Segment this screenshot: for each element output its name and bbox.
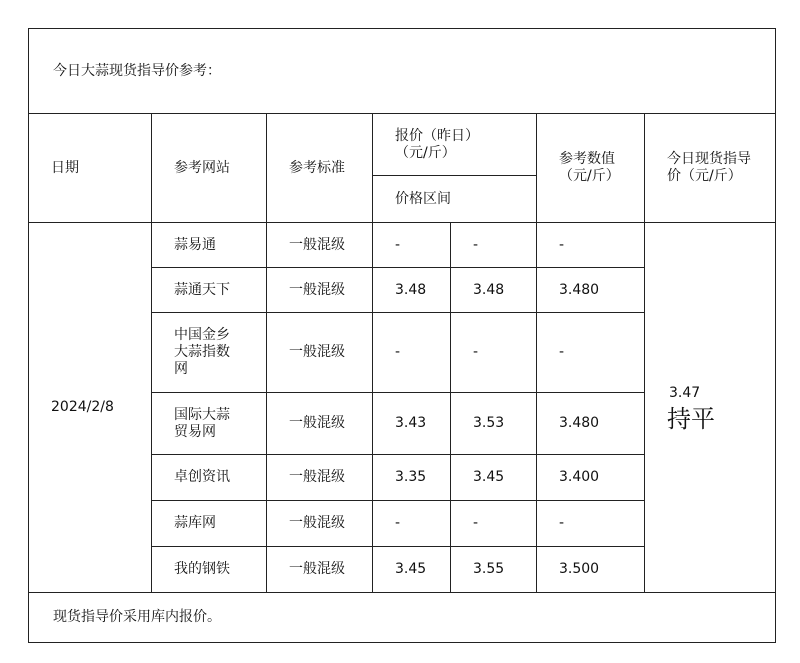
ref-value-cell: 3.500 — [537, 547, 645, 593]
table-title: 今日大蒜现货指导价参考： — [29, 29, 776, 114]
ref-value-cell: - — [537, 501, 645, 547]
site-cell: 蒜库网 — [152, 501, 267, 547]
header-ref-value — [537, 114, 645, 223]
header-ref-value-text: 参考数值（元/斤） — [559, 151, 620, 184]
price-low-cell: - — [373, 501, 451, 547]
header-site: 参考网站 — [152, 114, 267, 223]
price-high-cell: 3.53 — [451, 393, 537, 455]
site-cell: 我的钢铁 — [152, 547, 267, 593]
price-low-cell: 3.45 — [373, 547, 451, 593]
site-name: 中国金乡大蒜指数网 — [174, 327, 230, 377]
standard-cell: 一般混级 — [267, 501, 373, 547]
ref-value-cell: - — [537, 223, 645, 268]
site-cell — [152, 393, 267, 455]
header-price-yesterday — [373, 114, 537, 176]
header-index-price-text: 今日现货指导价（元/斤） — [667, 151, 751, 184]
price-high-cell: - — [451, 501, 537, 547]
site-name: 国际大蒜贸易网 — [174, 406, 230, 440]
price-low-cell: - — [373, 223, 451, 268]
price-high-cell: - — [451, 223, 537, 268]
ref-value-cell: 3.480 — [537, 393, 645, 455]
footnote: 现货指导价采用库内报价。 — [29, 593, 776, 643]
standard-cell: 一般混级 — [267, 313, 373, 393]
ref-value-cell: - — [537, 313, 645, 393]
index-price-cell — [645, 223, 776, 593]
date-cell: 2024/2/8 — [29, 223, 152, 593]
standard-cell: 一般混级 — [267, 223, 373, 268]
price-low-cell: 3.43 — [373, 393, 451, 455]
header-price-yesterday-text: 报价（昨日）（元/斤） — [395, 127, 479, 161]
site-cell: 卓创资讯 — [152, 455, 267, 501]
standard-cell: 一般混级 — [267, 393, 373, 455]
price-high-cell: - — [451, 313, 537, 393]
header-index-price — [645, 114, 776, 223]
header-date: 日期 — [29, 114, 152, 223]
site-cell: 蒜易通 — [152, 223, 267, 268]
site-cell: 蒜通天下 — [152, 268, 267, 313]
price-high-cell: 3.48 — [451, 268, 537, 313]
ref-value-cell: 3.480 — [537, 268, 645, 313]
header-standard: 参考标准 — [267, 114, 373, 223]
price-low-cell: 3.48 — [373, 268, 451, 313]
price-low-cell: 3.35 — [373, 455, 451, 501]
standard-cell: 一般混级 — [267, 455, 373, 501]
price-table — [28, 28, 776, 643]
ref-value-cell: 3.400 — [537, 455, 645, 501]
site-cell — [152, 313, 267, 393]
index-price-value: 3.47 — [669, 385, 701, 401]
price-high-cell: 3.45 — [451, 455, 537, 501]
price-high-cell: 3.55 — [451, 547, 537, 593]
index-trend: 持平 — [667, 405, 715, 433]
standard-cell: 一般混级 — [267, 547, 373, 593]
header-price-range: 价格区间 — [373, 176, 537, 223]
standard-cell: 一般混级 — [267, 268, 373, 313]
price-low-cell: - — [373, 313, 451, 393]
